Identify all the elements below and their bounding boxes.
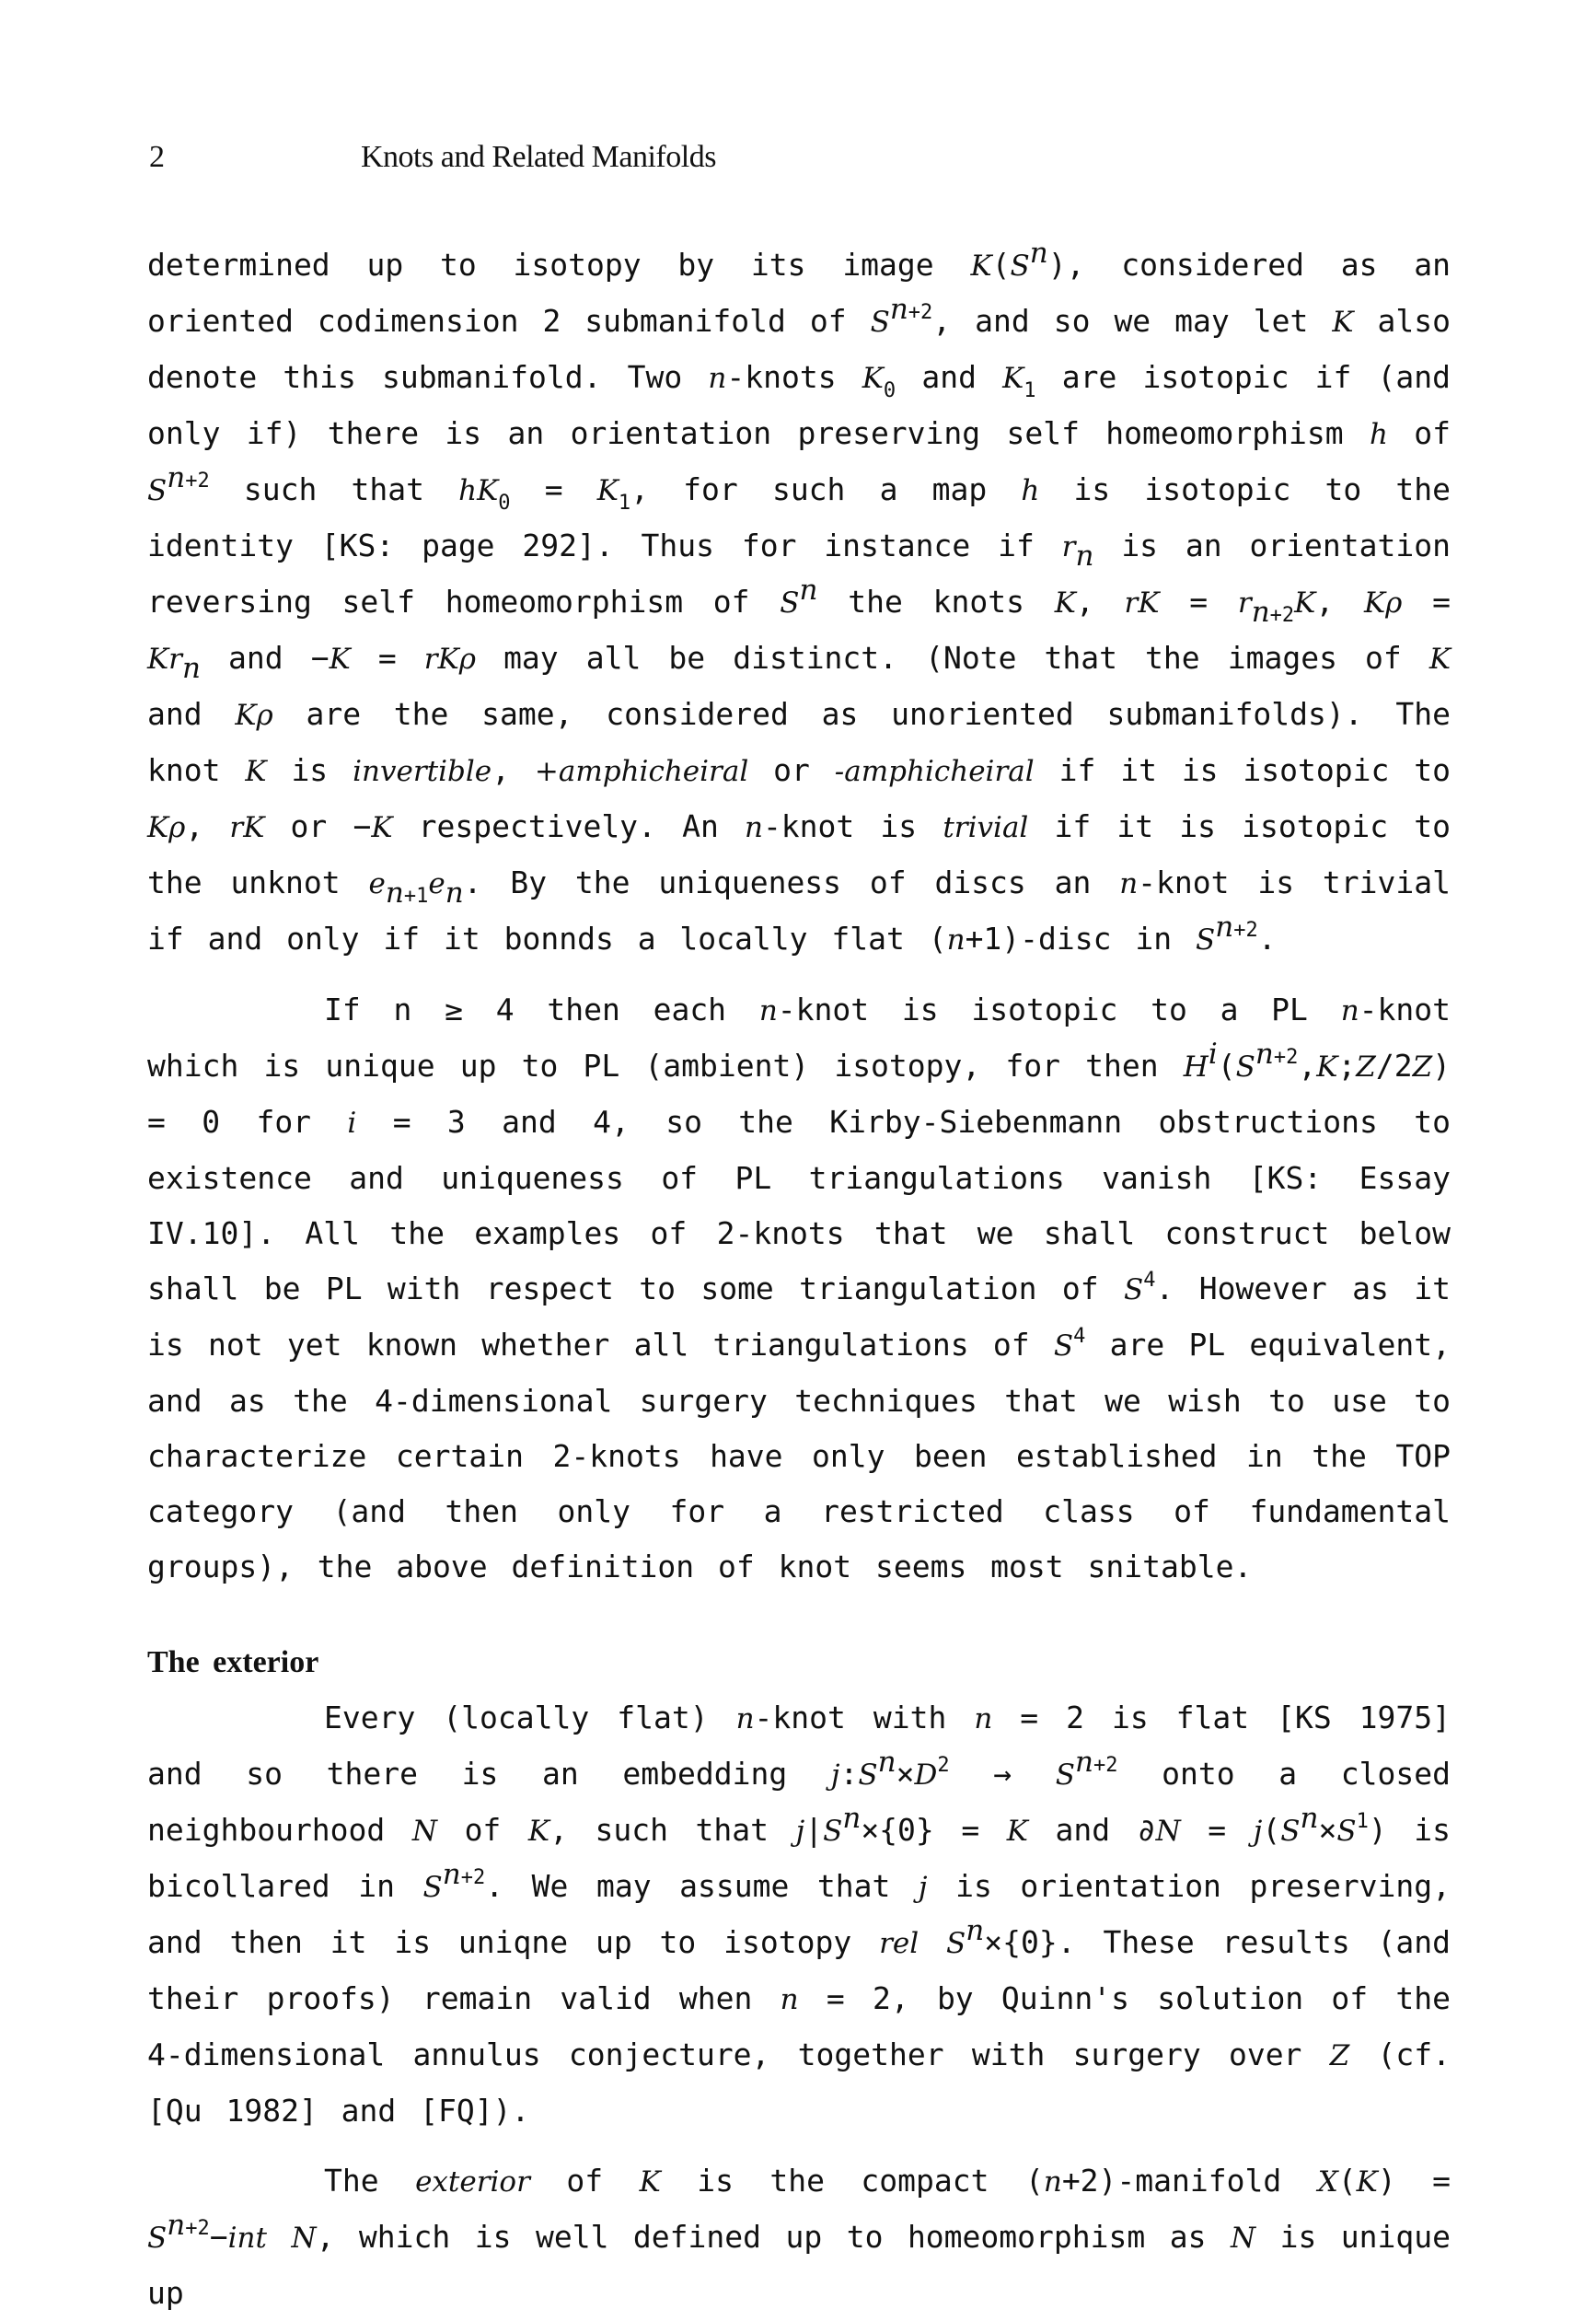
- paragraph-3: Every (locally flat) n-knot with n = 2 is flat [KS 1975] and so there is an embedding $j:S^n\times D^2 \to S^{n+2}$ onto a closed neighbourhood N of K, such that $j|S^n\times\{0\} = K$ and $\partial N = j(S^n\times S^1)$ is bicollared in $S^{n+2}$. We may assume that j is orientation preserving, and then it is uniqne up to isotopy rel $S^n\times\{0\}$. These results (and their proofs) remain valid when n = 2, by Quinn's solution of the 4-dimensional annulus conjecture, together with surgery over Z (cf. [Qu 1982] and [FQ]).: [147, 1700, 1451, 2129]
- running-title: Knots and Related Manifolds: [361, 140, 716, 174]
- term-trivial: trivial: [943, 811, 1029, 844]
- body-text: [147, 238, 1451, 2321]
- term-invertible: invertible: [353, 755, 492, 788]
- term-minus-amphicheiral: -amphicheiral: [834, 755, 1035, 788]
- term-exterior: exterior: [415, 2165, 530, 2199]
- term-plus-amphicheiral: +amphicheiral: [534, 755, 749, 788]
- section-heading-exterior: The exterior: [147, 1645, 319, 1679]
- paragraph-2: If n ≥ 4 then each n-knot is isotopic to a PL n-knot which is unique up to PL (ambient) isotopy, for then $H^i(S^{n+2},K;Z/2Z) = 0$ for i = 3 and 4, so the Kirby-Siebenmann obstructions to existence and uniqueness of PL triangulations vanish [KS: Essay IV.10]. All the examples of 2-knots that we shall construct below shall be PL with respect to some triangulation of $S^4$. However as it is not yet known whether all triangulations of $S^4$ are PL equivalent, and as the 4-dimensional surgery techniques that we wish to use to characterize certain 2-knots have only been established in the TOP category (and then only for a restricted class of fundamental groups), the above definition of knot seems most snitable.: [147, 992, 1451, 1584]
- term-rel: rel: [879, 1927, 919, 1960]
- page-number: 2: [149, 140, 165, 174]
- paragraph-1: determined up to isotopy by its image $K(S^n)$, considered as an oriented codimension 2 submanifold of $S^{n+2}$, and so we may let K also denote this submanifold. Two n-knots $K_0$ and $K_1$ are isotopic if (and only if) there is an orientation preserving self homeomorphism h of $S^{n+2}$ such that $hK_0 = K_1$, for such a map h is isotopic to the identity [KS: page 292]. Thus for instance if $r_n$ is an orientation reversing self homeomorphism of $S^n$ the knots K, rK = $r_{n+2}K$, $K\rho = Kr_n$ and −K = rKρ may all be distinct. (Note that the images of K and Kρ are the same, considered as unoriented submanifolds). The knot K is invertible, +amphicheiral or -amphicheiral if it is isotopic to Kρ, rK or −K respectively. An n-knot is trivial if it is isotopic to the unknot $e_{n+1}e_n$. By the uniqueness of discs an n-knot is trivial if and only if it bonnds a locally flat (n+1)-disc in $S^{n+2}$.: [147, 237, 1451, 957]
- paragraph-4: The exterior of K is the compact (n+2)-manifold $X(K) = S^{n+2}-int$ N, which is well defined up to homeomorphism as N is unique up: [147, 2163, 1451, 2311]
